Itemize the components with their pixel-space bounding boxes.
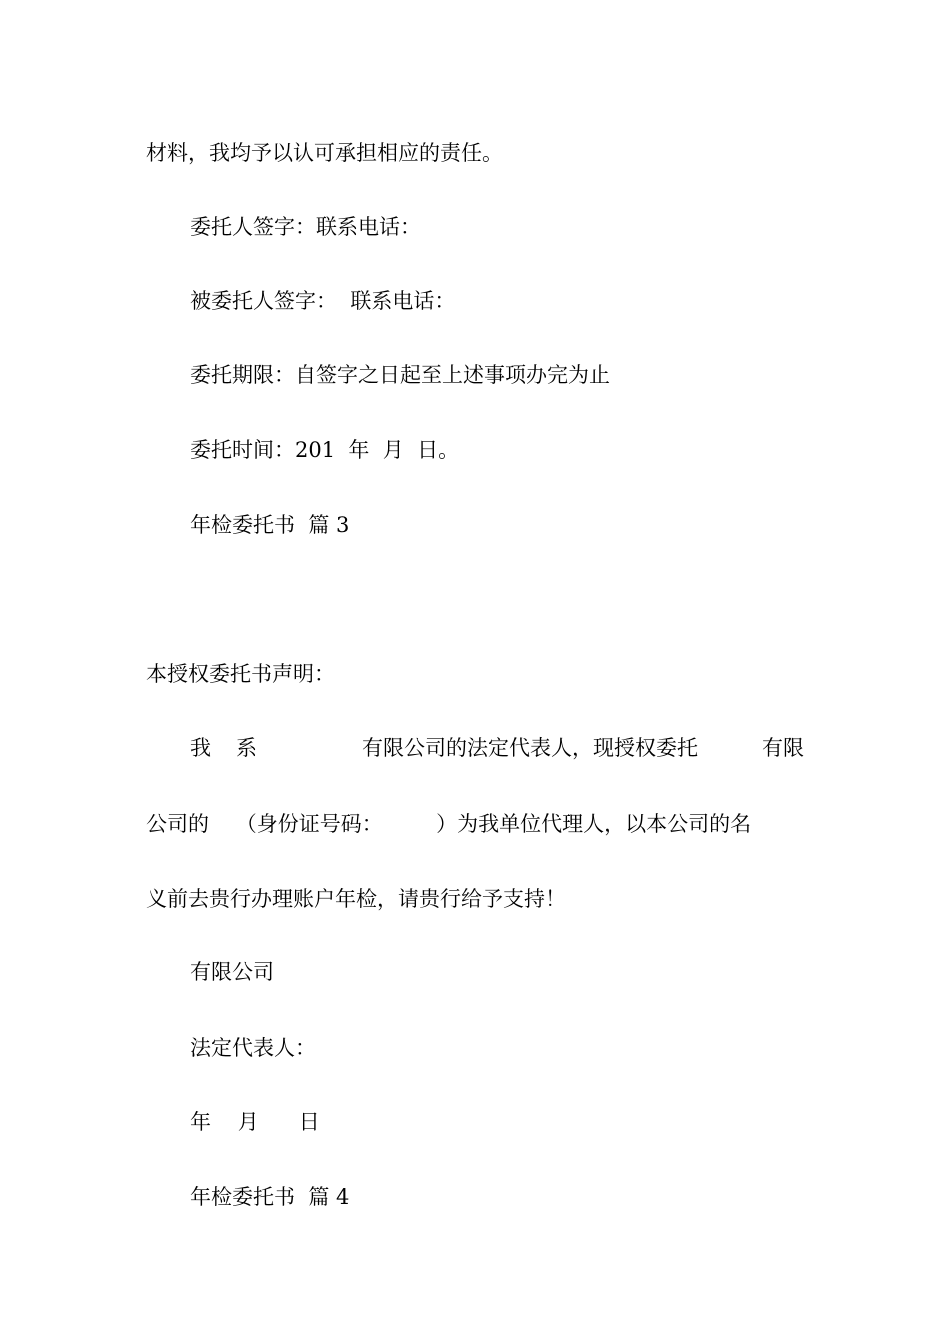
statement-youxian: 有限 — [762, 736, 804, 760]
agent-signature-line: 被委托人签字： 联系电话： — [190, 289, 456, 313]
date-line: 年 月 日 — [190, 1110, 320, 1134]
principal-signature-line: 委托人签字：联系电话： — [190, 215, 421, 239]
statement-first-line — [0, 734, 950, 762]
statement-word-xi: 系 — [236, 736, 257, 760]
statement-company-rep: 有限公司的法定代表人，现授权委托 — [362, 736, 698, 760]
paragraph-continuation: 材料，我均予以认可承担相应的责任。 — [146, 141, 503, 165]
entrust-period-line: 委托期限：自签字之日起至上述事项办完为止 — [190, 363, 610, 387]
authorization-statement-heading: 本授权委托书声明： — [146, 662, 335, 686]
section-heading-4: 年检委托书 篇 4 — [190, 1185, 350, 1209]
statement-second-line: 公司的 （身份证号码： ）为我单位代理人，以本公司的名 — [146, 812, 752, 836]
entrust-date-line: 委托时间：201 年 月 日。 — [190, 438, 460, 462]
statement-third-line: 义前去贵行办理账户年检，请贵行给予支持！ — [146, 887, 566, 911]
statement-word-wo: 我 — [190, 736, 211, 760]
company-name-line: 有限公司 — [190, 960, 274, 984]
section-heading-3: 年检委托书 篇 3 — [190, 513, 350, 537]
legal-representative-line: 法定代表人： — [190, 1036, 316, 1060]
